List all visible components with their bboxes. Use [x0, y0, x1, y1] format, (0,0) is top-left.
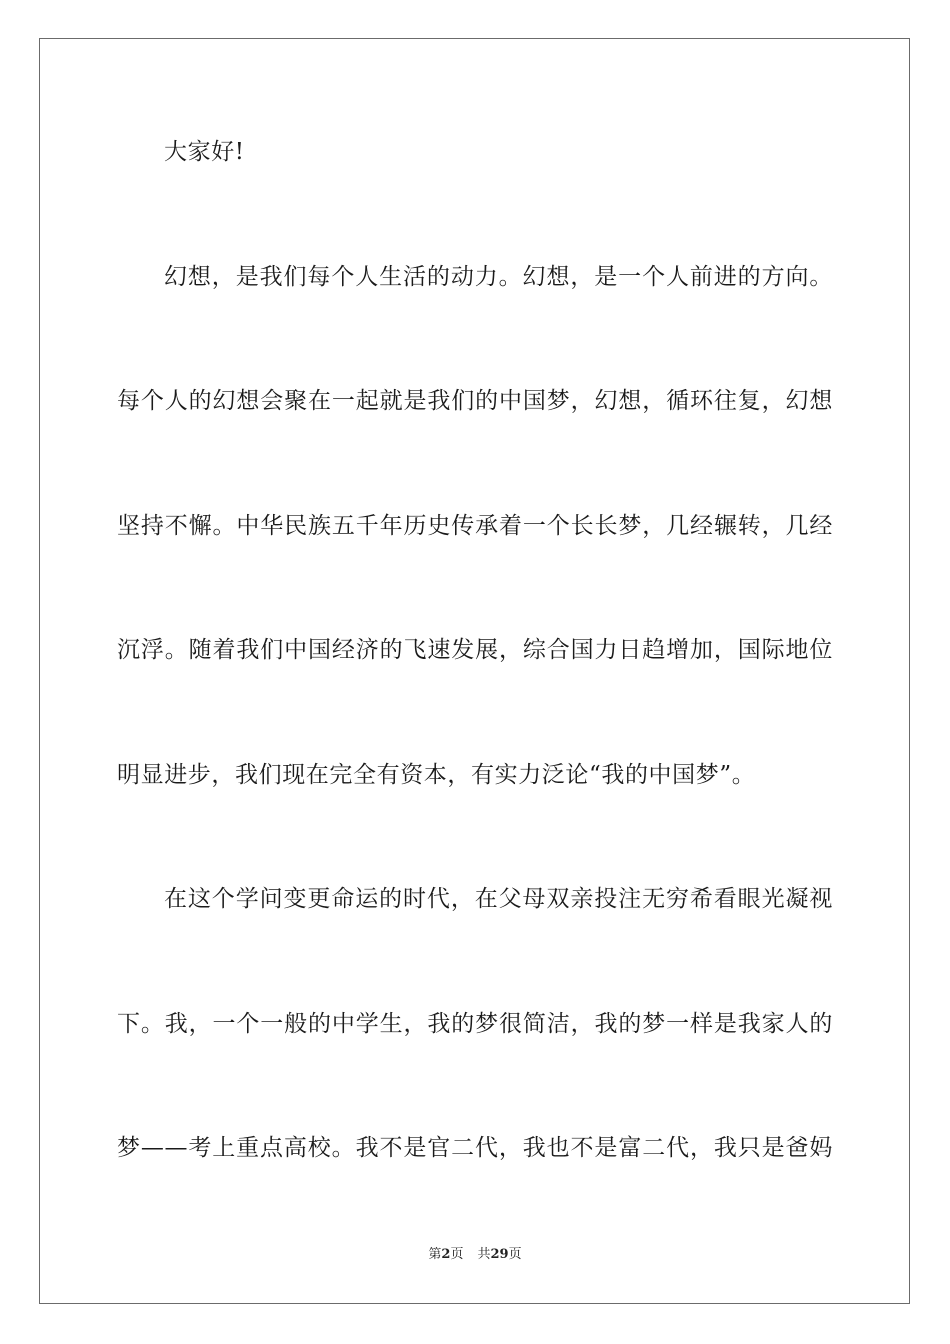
- paragraph-2-line-1: 在这个学问变更命运的时代，在父母双亲投注无穷希看眼光凝视: [164, 886, 833, 912]
- paragraph-2-line-2: 下。我，一个一般的中学生，我的梦很简洁，我的梦一样是我家人的: [117, 1011, 833, 1037]
- page-prefix: 第: [428, 1247, 442, 1262]
- paragraph-1-line-4: 沉浮。随着我们中国经济的飞速发展，综合国力日趋增加，国际地位: [117, 637, 833, 663]
- total-suffix: 页: [508, 1247, 522, 1262]
- current-page-number: 2: [441, 1247, 451, 1262]
- paragraph-1-line-5: 明显进步，我们现在完全有资本，有实力泛论“我的中国梦”。: [117, 762, 756, 788]
- page-suffix: 页: [450, 1247, 464, 1262]
- total-prefix: 共: [477, 1247, 491, 1262]
- paragraph-2-line-3: 梦——考上重点高校。我不是官二代，我也不是富二代，我只是爸妈: [117, 1135, 833, 1161]
- page-number-footer: [0, 1246, 950, 1264]
- paragraph-1-line-2: 每个人的幻想会聚在一起就是我们的中国梦，幻想，循环往复，幻想: [117, 388, 833, 414]
- total-pages-number: 29: [490, 1247, 509, 1262]
- paragraph-1-line-3: 坚持不懈。中华民族五千年历史传承着一个长长梦，几经辗转，几经: [117, 513, 833, 539]
- page-frame: [39, 38, 910, 1304]
- greeting-line: 大家好!: [164, 139, 245, 165]
- paragraph-1-line-1: 幻想，是我们每个人生活的动力。幻想，是一个人前进的方向。: [164, 264, 833, 290]
